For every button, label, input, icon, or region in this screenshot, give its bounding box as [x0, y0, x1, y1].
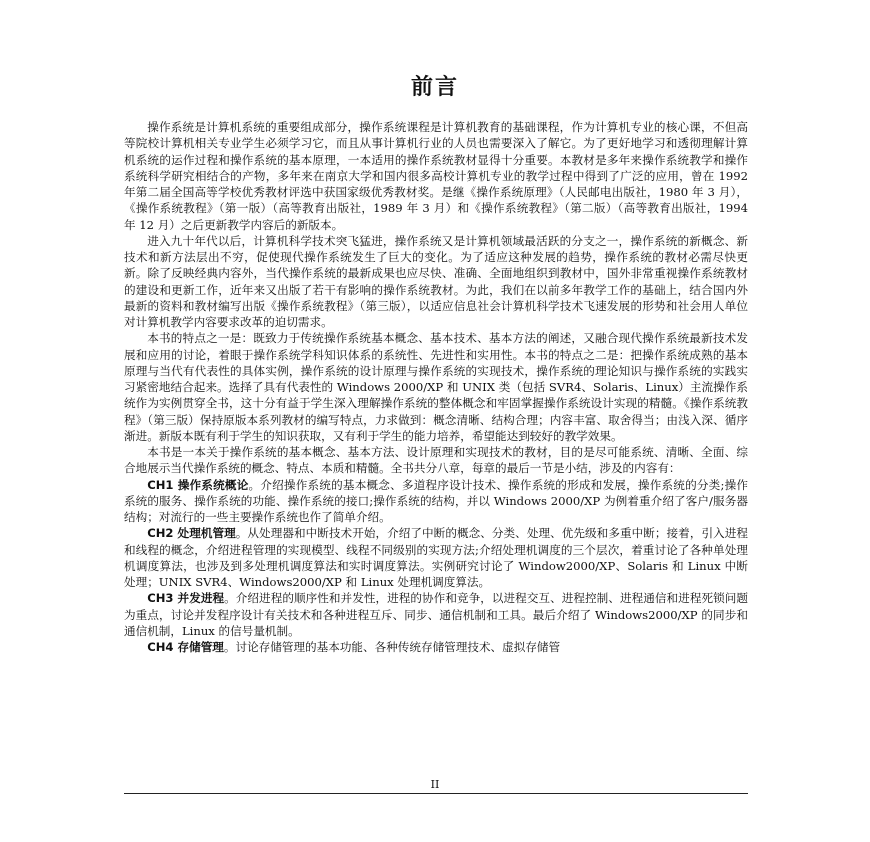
page-title: 前言 — [410, 75, 459, 100]
footer-rule — [124, 793, 748, 794]
page-number: II — [430, 778, 440, 791]
chapter-heading: CH3 并发进程 — [147, 591, 225, 606]
chapter-summary-ch3 — [124, 590, 748, 639]
paragraph: 操作系统是计算机系统的重要组成部分，操作系统课程是计算机教育的基础课程，作为计算机专业的核心课，不但高等院校计算机相关专业学生必须学习它，而且从事计算机行业的人员也需要深入了解它。为了更好地学习和透彻理解计算机系统的运作过程和操作系统的基本原理，一本适用的操作系统教材显得十分重要。本教材是多年来操作系统教学和操作系统科学研究相结合的产物，多年来在南京大学和国内很多高校计算机专业的教学过程中得到了广泛的应用，曾在 1992 年第二届全国高等学校优秀教材评选中获国家级优秀教材奖。是继《操作系统原理》（人民邮电出版社，1980 年 3 月），《操作系统教程》（第一版）（高等教育出版社，1989 年 3 月）和《操作系统教程》（第二版）（高等教育出版社，1994 年 12 月）之后更新教学内容后的新版本。 — [124, 120, 748, 232]
chapter-summary-ch1 — [124, 477, 748, 526]
chapter-text: 。介绍操作系统的基本概念、多道程序设计技术、操作系统的形成和发展，操作系统的分类;操作系统的服务、操作系统的功能、操作系统的接口;操作系统的结构，并以 Windows 2000/XP 为例着重介绍了客户/服务器结构；对流行的一些主要操作系统也作了简单介绍。 — [124, 477, 748, 524]
chapter-heading: CH1 操作系统概论 — [147, 477, 249, 492]
chapter-summary-ch2 — [124, 525, 748, 590]
chapter-text: 。介绍进程的顺序性和并发性，进程的协作和竞争，以进程交互、进程控制、进程通信和进程死锁问题为重点，讨论并发程序设计有关技术和各种进程互斥、同步、通信机制和工具。最后介绍了 Windows2000/XP 的同步和通信机制，Linux 的信号量机制。 — [124, 591, 748, 638]
chapter-text: 。讨论存储管理的基本功能、各种传统存储管理技术、虚拟存储管 — [223, 640, 561, 654]
paragraph: 本书是一本关于操作系统的基本概念、基本方法、设计原理和实现技术的教材，目的是尽可能系统、清晰、全面、综合地展示当代操作系统的概念、特点、本质和精髓。全书共分八章，每章的最后一节是小结，涉及的内容有： — [124, 445, 748, 476]
chapter-heading: CH4 存储管理 — [147, 640, 224, 654]
chapter-text: 。从处理器和中断技术开始，介绍了中断的概念、分类、处理、优先级和多重中断；接着，引入进程和线程的概念，介绍进程管理的实现模型、线程不同级别的实现方法;介绍处理机调度的三个层次，着重讨论了各种单处理机调度算法，也涉及到多处理机调度算法和实时调度算法。实例研究讨论了 Window2000/XP、Solaris 和 Linux 中断处理；UNIX SVR4、Windows2000/XP 和 Linux 处理机调度算法。 — [124, 526, 748, 589]
chapter-summary-ch4 — [124, 639, 748, 655]
paragraph: 进入九十年代以后，计算机科学技术突飞猛进，操作系统又是计算机领域最活跃的分支之一，操作系统的新概念、新技术和新方法层出不穷，促使现代操作系统发生了巨大的变化。为了适应这种发展的趋势，操作系统的教材必需尽快更新。除了反映经典内容外，当代操作系统的最新成果也应尽快、准确、全面地组织到教材中，国外非常重视操作系统教材的建设和更新工作，近年来又出版了若干有影响的操作系统教材。为此，我们在以前多年教学工作的基础上，结合国内外最新的资料和教材编写出版《操作系统教程》（第三版），以适应信息社会计算机科学技术飞速发展的形势和社会用人单位对计算机教学内容要求改革的迫切需求。 — [124, 233, 748, 329]
chapter-heading: CH2 处理机管理 — [147, 526, 236, 541]
document-body — [124, 119, 748, 655]
paragraph: 本书的特点之一是：既致力于传统操作系统基本概念、基本技术、基本方法的阐述，又融合现代操作系统最新技术发展和应用的讨论，着眼于操作系统学科知识体系的系统性、先进性和实用性。本书的特点之二是：把操作系统成熟的基本原理与当代有代表性的具体实例，操作系统的设计原理与操作系统的实现技术，操作系统的理论知识与操作系统的实践实习紧密地结合起来。选择了具有代表性的 Windows 2000/XP 和 UNIX 类（包括 SVR4、Solaris、Linux）主流操作系统作为实例贯穿全书，这十分有益于学生深入理解操作系统的整体概念和牢固掌握操作系统设计实现的精髓。《操作系统教程》（第三版）保持原版本系列教材的编写特点，力求做到：概念清晰、结构合理；内容丰富、取舍得当；由浅入深、循序渐进。新版本既有利于学生的知识获取，又有利于学生的能力培养，希望能达到较好的教学效果。 — [124, 331, 748, 443]
